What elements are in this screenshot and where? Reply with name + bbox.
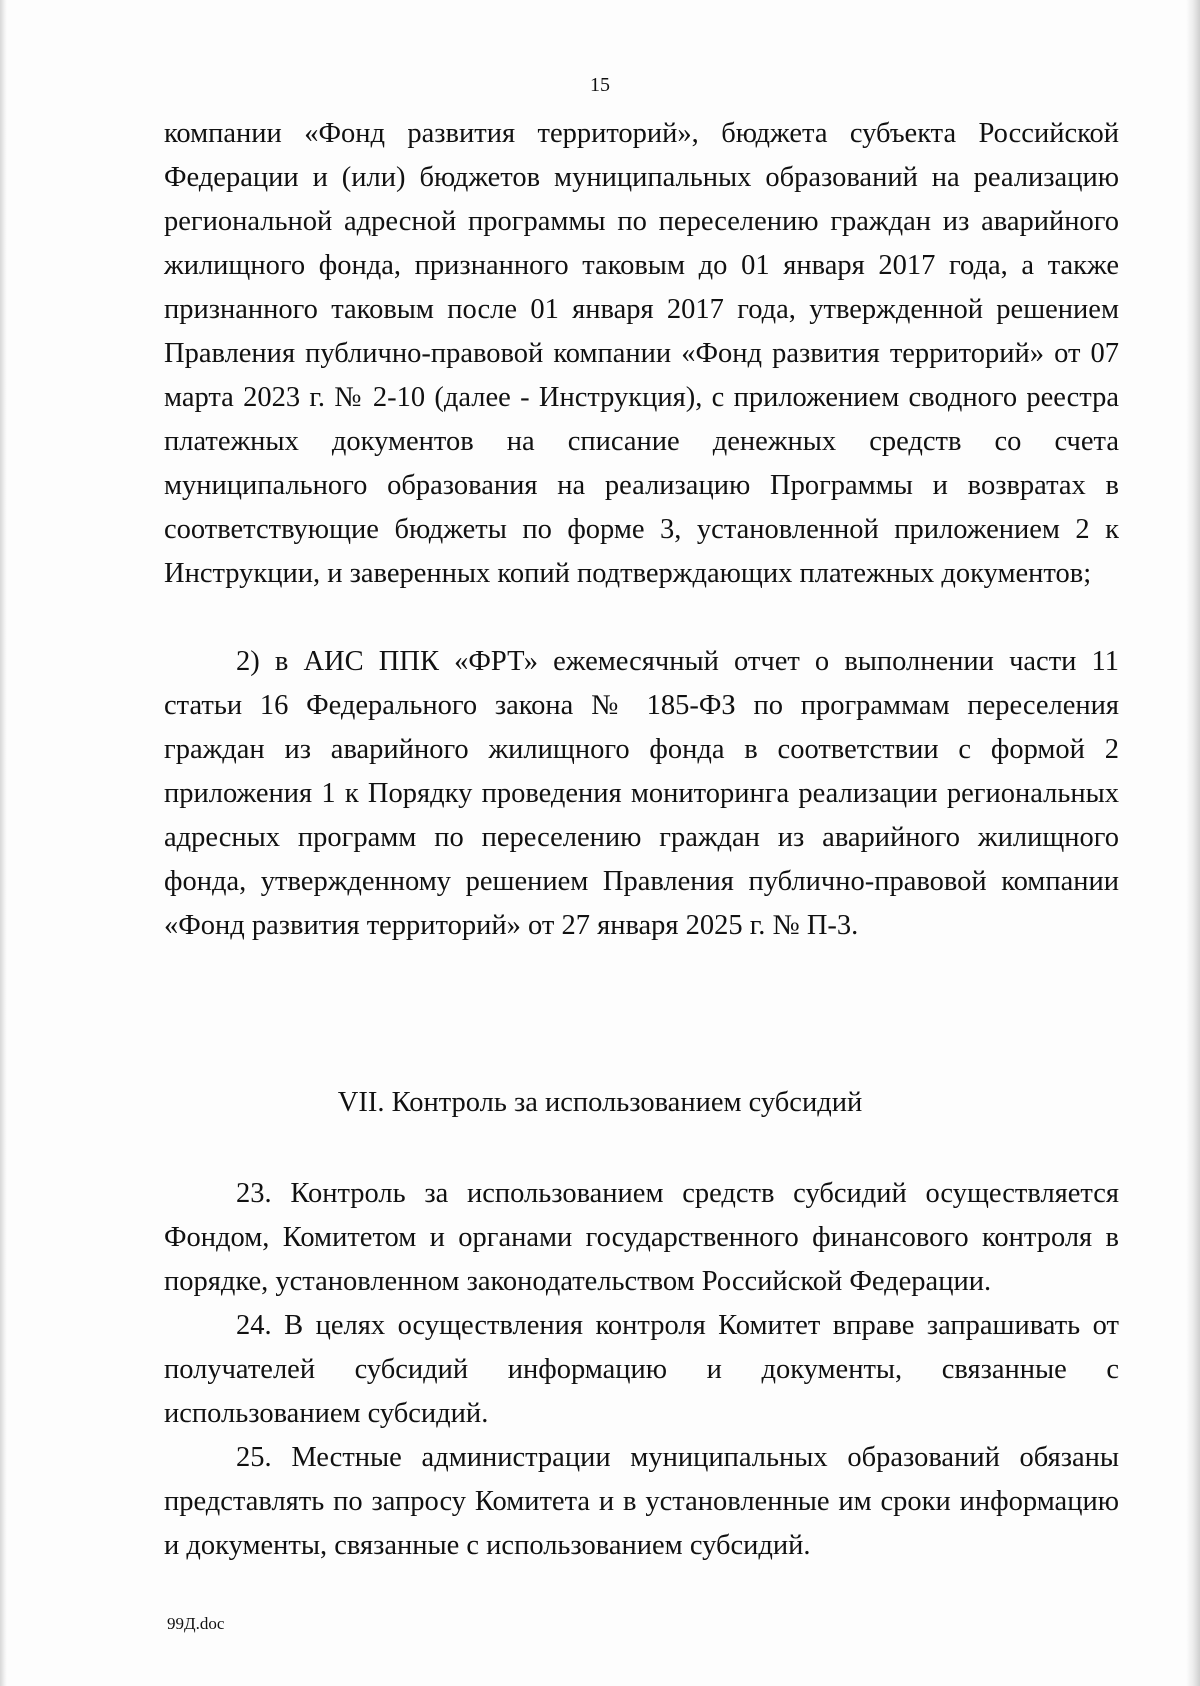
paragraph-text: компании «Фонд развития территорий», бюджета субъекта Российской Федерации и (или) бюджетов муниципальных образований на реализацию региональной адресной программы по переселению граждан из аварийного жилищного фонда, признанного таковым до 01 января 2017 года, а также признанного таковым после 01 января 2017 года, утвержденной решением Правления публично-правовой компании «Фонд развития территорий» от 07 марта 2023 г. № 2-10 (далее - Инструкция), с приложением сводного реестра платежных документов на списание денежных средств со счета муниципального образования на реализацию Программы и возвратах в соответствующие бюджеты по форме 3, установленной приложением 2 к Инструкции, и заверенных копий подтверждающих платежных документов; [164, 118, 1119, 589]
paragraph-23: 23. Контроль за использованием средств субсидий осуществляется Фондом, Комитетом и органами государственного финансового контроля в порядке, установленном законодательством Российской Федерации. [164, 1178, 1119, 1297]
footer-filename: 99Д.doc [167, 1614, 225, 1633]
paragraph-text: 2) в АИС ППК «ФРТ» ежемесячный отчет о выполнении части 11 статьи 16 Федерального закона № 185-ФЗ по программам переселения граждан из аварийного жилищного фонда в соответствии с формой 2 приложения 1 к Порядку проведения мониторинга реализации региональных адресных программ по переселению граждан из аварийного жилищного фонда, утвержденному решением Правления публично-правовой компании «Фонд развития территорий» от 27 января 2025 г. № П-3. [164, 646, 1119, 941]
scan-edge-left [0, 0, 7, 1686]
section-heading: VII. Контроль за использованием субсидий [337, 1087, 863, 1118]
page-number: 15 [590, 74, 610, 96]
paragraph-24: 24. В целях осуществления контроля Комитет вправе запрашивать от получателей субсидий информацию и документы, связанные с использованием субсидий. [164, 1310, 1119, 1429]
scan-edge-right [1186, 0, 1200, 1686]
paragraph-item-2 [164, 640, 1119, 948]
paragraph-continuation [164, 112, 1119, 596]
section-body [164, 1172, 1119, 1568]
paragraph-25: 25. Местные администрации муниципальных образований обязаны представлять по запросу Комитета и в установленные им сроки информацию и документы, связанные с использованием субсидий. [164, 1442, 1119, 1561]
